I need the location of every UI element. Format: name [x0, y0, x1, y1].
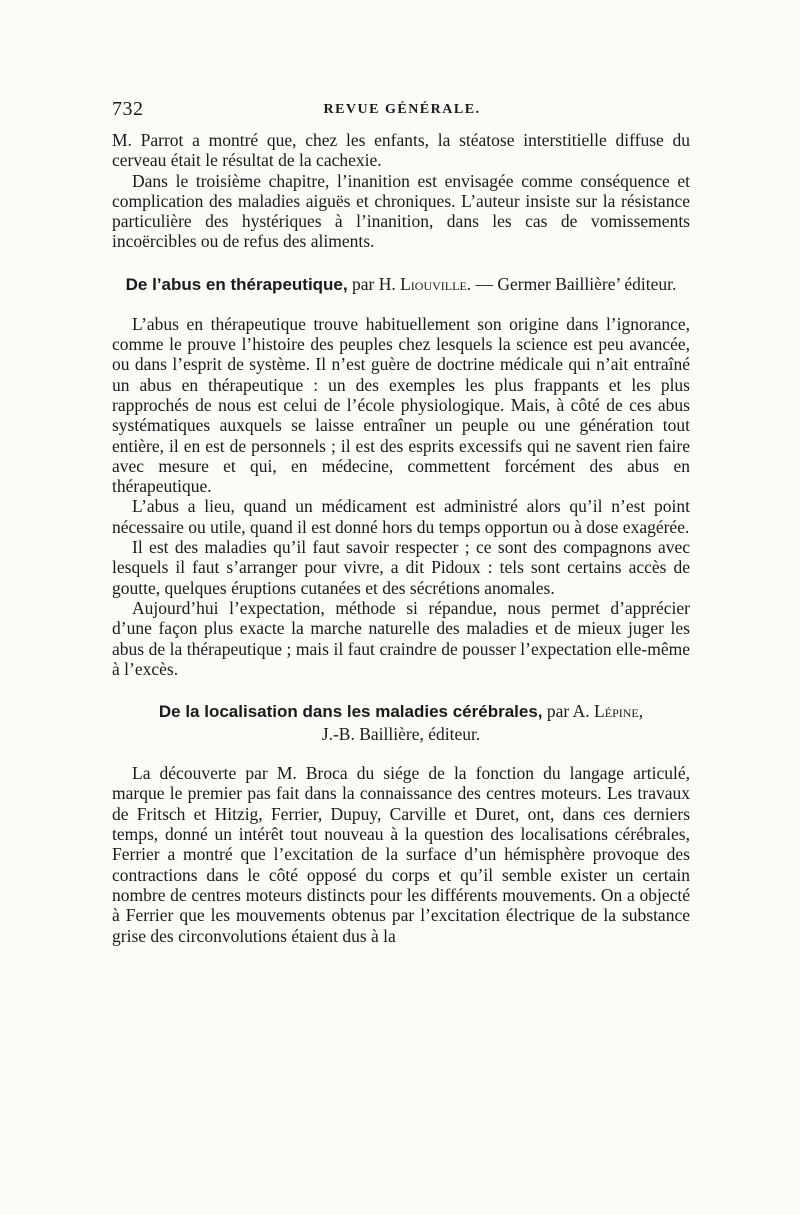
paragraph: L’abus a lieu, quand un médicament est administré alors qu’il n’est point nécessaire ou utile, quand il est donné hors du temps opportun ou à dose exagérée.	[112, 496, 690, 537]
section-by: par A.	[542, 701, 595, 722]
paragraph: Aujourd’hui l’expectation, méthode si répandue, nous permet d’apprécier d’une façon plus exacte la marche naturelle des maladies et de mieux juger les abus de la thérapeutique ; mais il faut craindre de pousser l’expectation elle-même à l’excès.	[112, 597, 690, 679]
paragraph: L’abus en thérapeutique trouve habituellement son origine dans l’ignorance, comme le prouve l’histoire des peuples chez lesquels la science est peu avancée, ou dans l’esprit de système. Il n’est guère de doctrine médicale qui n’ait entraîné un abus en thérapeutique : un des exemples les plus frappants et les plus rapprochés de nous est celui de l’école physiologique. Mais, à côté de ces abus systématiques auxquels se laisse entraîner un peuple ou une génération tout entière, il en est de personnels ; il est des esprits excessifs qui ne savent rien faire avec mesure et qui, en médecine, commettent forcément des abus en thérapeutique.	[112, 313, 690, 497]
page-number: 732	[112, 98, 144, 120]
section-author: Lépine,	[594, 701, 644, 722]
running-head: REVUE GÉNÉRALE.	[323, 102, 481, 117]
body-text	[112, 130, 690, 946]
paragraph: Il est des maladies qu’il faut savoir respecter ; ce sont des compagnons avec lesquels il faut s’arranger pour vivre, a dit Pidoux : tels sont certains accès de goutte, quelques éruptions cutanées et des sécrétions anomales.	[112, 537, 690, 598]
section-publisher: — Germer Baillière’ éditeur.	[471, 273, 677, 294]
section-publisher: J.-B. Baillière, éditeur.	[321, 724, 481, 745]
section-by: par H.	[347, 273, 401, 294]
paragraph: M. Parrot a montré que, chez les enfants, la stéatose interstitielle diffuse du cerveau était le résultat de la cachexie.	[112, 130, 690, 171]
paragraph: La découverte par M. Broca du siége de la fonction du langage articulé, marque le premier pas fait dans la connaissance des centres moteurs. Les travaux de Fritsch et Hitzig, Ferrier, Dupuy, Carville et Duret, ont, dans ces derniers temps, donné un intérêt tout nouveau à la question des localisations cérébrales, Ferrier a montré que l’excitation de la surface d’un hémisphère provoque des contractions dans le côté opposé du corps et qu’il semble exister un certain nombre de centres moteurs distincts pour les différents mouvements. On a objecté à Ferrier que les mouvements obtenus par l’excitation électrique de la substance grise des circonvolutions étaient dus à la	[112, 763, 690, 946]
section-author: Liouville.	[400, 273, 472, 294]
section-title-text: De la localisation dans les maladies cérébrales,	[158, 702, 543, 722]
section-title-text: De l’abus en thérapeutique,	[125, 274, 348, 294]
page-header	[112, 98, 692, 128]
section-title-abus	[112, 273, 690, 296]
paragraph: Dans le troisième chapitre, l’inanition est envisagée comme conséquence et complication des maladies aiguës et chroniques. L’auteur insiste sur la résistance particulière des hystériques à l’inanition, dans les cas de vomissements incoërcibles ou de refus des aliments.	[112, 170, 690, 252]
section-title-localisation	[112, 700, 690, 745]
